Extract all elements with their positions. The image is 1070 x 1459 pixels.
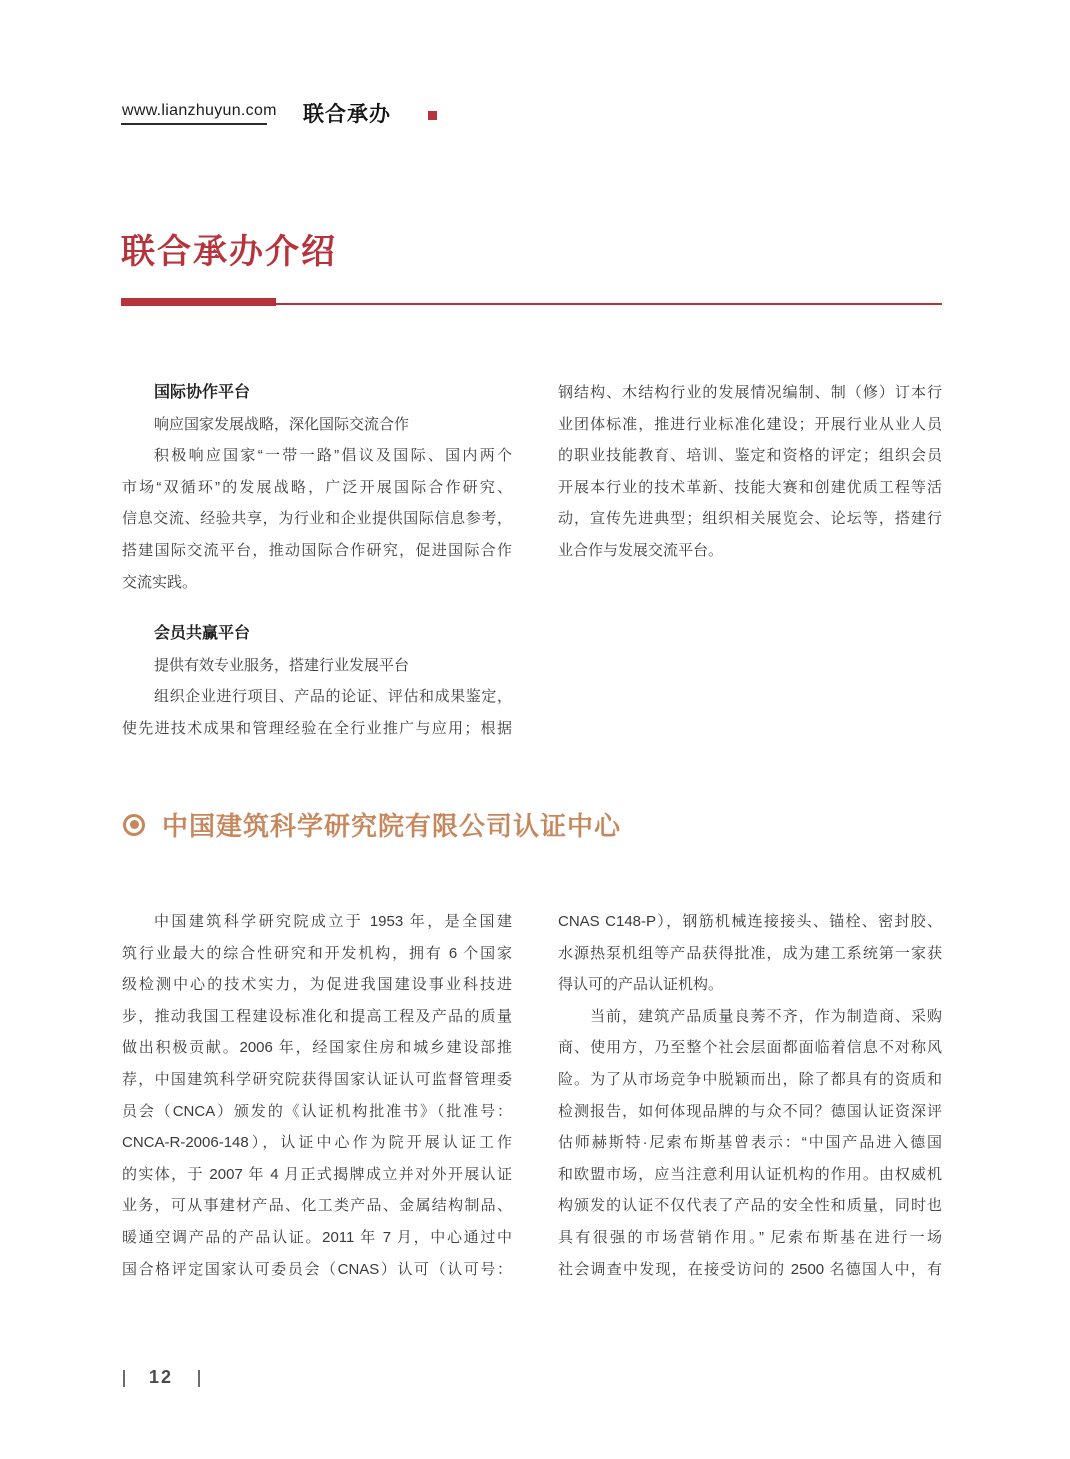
text-line: 搭建国际交流平台，推动国际合作研究，促进国际合作 <box>122 541 512 559</box>
text-line: 提供有效专业服务，搭建行业发展平台 <box>154 656 410 674</box>
header-underline <box>121 123 267 125</box>
red-square-icon <box>428 111 437 120</box>
text-line: 积极响应国家“一带一路”倡议及国际、国内两个 <box>154 447 512 465</box>
intro-right-column <box>558 377 942 567</box>
text-line: 业合作与发展交流平台。 <box>558 541 724 559</box>
text-line: 市场“双循环”的发展战略，广泛开展国际合作研究、 <box>122 478 512 496</box>
paragraph-cert-left <box>122 906 512 1285</box>
text-line: 开展本行业的技术革新、技能大赛和创建优质工程等活 <box>558 478 942 496</box>
text-line: 商、使用方，乃至整个社会层面都面临着信息不对称风 <box>558 1039 942 1057</box>
page-number: 12 <box>149 1367 174 1387</box>
text-line: CNCA-R-2006-148），认证中心作为院开展认证工作 <box>122 1134 512 1152</box>
section-heading-international: 国际协作平台 <box>154 384 251 401</box>
text-line: 具有很强的市场营销作用。” 尼索布斯基在进行一场 <box>558 1228 942 1246</box>
text-line: 险。为了从市场竞争中脱颖而出，除了都具有的资质和 <box>558 1070 942 1088</box>
text-line: 的实体，于 2007 年 4 月正式揭牌成立并对外开展认证 <box>122 1165 512 1183</box>
text-line: 筑行业最大的综合性研究和开发机构，拥有 6 个国家 <box>122 944 512 962</box>
paragraph-member <box>122 650 512 745</box>
text-line: 中国建筑科学研究院成立于 1953 年，是全国建 <box>154 913 512 930</box>
text-line: 动，宣传先进典型；组织相关展览会、论坛等，搭建行 <box>558 510 942 528</box>
bullseye-icon <box>123 814 145 836</box>
text-line: 国合格评定国家认可委员会（CNAS）认可（认可号： <box>122 1260 512 1278</box>
footer-divider-left <box>123 1370 125 1387</box>
text-line: 交流实践。 <box>122 573 198 591</box>
member-section <box>122 618 512 744</box>
page-title: 联合承办介绍 <box>121 233 337 271</box>
text-line: 当前，建筑产品质量良莠不齐，作为制造商、采购 <box>590 1007 942 1025</box>
text-line: 水源热泵机组等产品获得批准，成为建工系统第一家获 <box>558 944 942 962</box>
text-line: 信息交流、经验共享，为行业和企业提供国际信息参考， <box>122 510 512 528</box>
intro-left-column <box>122 377 512 598</box>
title-rule <box>121 303 942 305</box>
text-line: 使先进技术成果和管理经验在全行业推广与应用；根据 <box>122 719 512 737</box>
text-line: 社会调查中发现，在接受访问的 2500 名德国人中，有 <box>558 1260 942 1278</box>
text-line: 的职业技能教育、培训、鉴定和资格的评定；组织会员 <box>558 447 942 465</box>
footer-divider-right <box>198 1370 200 1387</box>
text-line: 检测报告，如何体现品牌的与众不同？德国认证资深评 <box>558 1102 942 1120</box>
cert-left-column <box>122 906 512 1285</box>
text-line: 钢结构、木结构行业的发展情况编制、制（修）订本行 <box>558 384 942 401</box>
cert-right-column <box>558 906 942 1285</box>
text-line: CNAS C148-P），钢筋机械连接接头、锚栓、密封胶、 <box>558 913 942 930</box>
text-line: 组织企业进行项目、产品的论证、评估和成果鉴定， <box>154 688 512 706</box>
text-line: 级检测中心的技术实力，为促进我国建设事业科技进 <box>122 976 512 994</box>
paragraph-continued <box>558 377 942 567</box>
section-heading-member: 会员共赢平台 <box>154 625 251 642</box>
text-line: 荐，中国建筑科学研究院获得国家认证认可监督管理委 <box>122 1070 512 1088</box>
header-section-label: 联合承办 <box>303 103 391 126</box>
text-line: 估师赫斯特·尼索布斯基曾表示：“中国产品进入德国 <box>558 1134 942 1152</box>
text-line: 得认可的产品认证机构。 <box>558 976 724 994</box>
text-line: 做出积极贡献。2006 年，经国家住房和城乡建设部推 <box>122 1039 512 1057</box>
cert-section-header <box>123 806 621 843</box>
text-line: 和欧盟市场，应当注意利用认证机构的作用。由权威机 <box>558 1165 942 1183</box>
text-line: 暖通空调产品的产品认证。2011 年 7 月，中心通过中 <box>122 1228 512 1246</box>
text-line: 员会（CNCA）颁发的《认证机构批准书》（批准号： <box>122 1102 512 1120</box>
text-line: 业务，可从事建材产品、化工类产品、金属结构制品、 <box>122 1197 512 1215</box>
site-url: www.lianzhuyun.com <box>122 102 277 119</box>
paragraph-cert-right <box>558 906 942 1285</box>
text-line: 业团体标准，推进行业标准化建设；开展行业从业人员 <box>558 415 942 433</box>
cert-section-title: 中国建筑科学研究院有限公司认证中心 <box>162 811 622 841</box>
text-line: 步，推动我国工程建设标准化和提高工程及产品的质量 <box>122 1007 512 1025</box>
text-line: 构颁发的认证不仅代表了产品的安全性和质量，同时也 <box>558 1197 942 1215</box>
text-line: 响应国家发展战略，深化国际交流合作 <box>154 415 410 433</box>
paragraph-international <box>122 409 512 599</box>
